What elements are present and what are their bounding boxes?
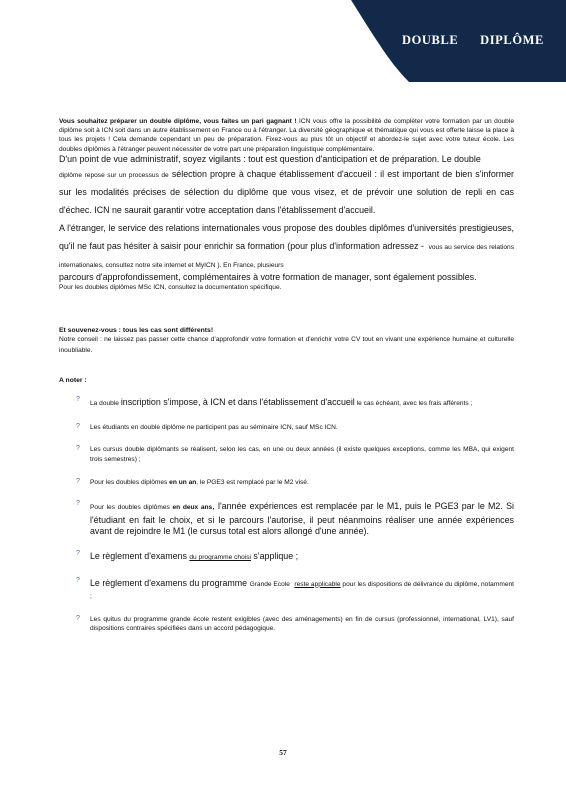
- main-content: [59, 117, 514, 647]
- note-text-emphasis: inscription s'impose, à ICN et dans l'établissement d'accueil: [120, 397, 355, 408]
- advice-text: : ne laissez pas passer cette chance d'approfondir votre formation et d'enrichir votre CV tout en vivant une expérience humaine et culturelle inoubliable.: [59, 336, 514, 355]
- note-text-part: Pour les doubles diplômes: [90, 504, 173, 512]
- note-text-part: , l'année expériences est remplacée par le M1, puis le PGE3 par le M2. Si l'étudiant en fait le choix, et si le parcours l'autorise, il peut néanmoins réaliser une année expériences avant de rejoindre le M1 (le cursus total est alors allongé d'une année).: [90, 501, 515, 537]
- bullet-icon: ?: [76, 422, 80, 430]
- note-text: Les cursus double diplômants se réalisent, selon les cas, en une ou deux années (il existe quelques exceptions, comme les MBA, qui exigent trois semestres) ;: [90, 446, 514, 463]
- list-item: [59, 550, 514, 564]
- selection-text-large: sélection propre à chaque établissement d'accueil : il est important de bien s'informer sur les modalités précises de sélection du diplôme que vous visez, et de prévoir une solution de repli en cas d'échec. ICN ne saurait garantir votre acceptation dans l'établissement d'accueil.: [59, 169, 514, 216]
- bullet-icon: ?: [76, 549, 80, 557]
- bullet-icon: ?: [76, 576, 80, 584]
- intro-paragraph-1: [59, 117, 514, 154]
- bullet-icon: ?: [76, 477, 80, 485]
- note-text-part: s'applique ;: [250, 550, 299, 561]
- note-text-part: le cas échéant, avec les frais afférents ;: [354, 400, 473, 408]
- note-text-part: Pour les doubles diplômes: [90, 478, 170, 486]
- note-text: [90, 478, 514, 488]
- note-text-part: , le PGE3 est remplacé par le M2 visé.: [196, 478, 309, 486]
- note-text-underlined: du programme choisi: [189, 553, 251, 561]
- note-text-part: Le règlement d'examens: [90, 550, 190, 561]
- bullet-icon: ?: [76, 396, 80, 404]
- advice-paragraph: [59, 334, 514, 356]
- selection-text-small: diplôme repose sur un processus de: [59, 172, 169, 180]
- note-text-part: Grande Ecole: [249, 580, 290, 588]
- msc-paragraph: Pour les doubles diplômes MSc ICN, consultez la documentation spécifique.: [59, 284, 282, 291]
- note-text-part: La double: [90, 400, 121, 408]
- note-text: [90, 577, 514, 602]
- list-item: [59, 500, 514, 537]
- list-item: [59, 396, 514, 410]
- note-text-emphasis: en deux ans: [172, 504, 213, 512]
- note-text: Les quitus du programme grande école restent exigibles (avec des aménagements) en fin de cursus (professionnel, international, LV1), sauf dispositions contraires spécifiées dans un accord pédagogique.: [90, 615, 514, 633]
- list-item: [59, 577, 514, 602]
- notes-list: [59, 396, 514, 634]
- abroad-paragraph: [59, 218, 514, 272]
- advice-label: Notre conseil: [59, 336, 98, 344]
- header-banner: [351, 0, 566, 82]
- selection-paragraph: [59, 164, 514, 218]
- note-text: [90, 550, 514, 564]
- intro-lead: Vous souhaitez préparer un double diplôme, vous faites un pari gagnant !: [59, 118, 297, 125]
- abroad-text-small: vous au service des relations internationales, consultez notre site internet et MyICN ). En France, plusieurs: [59, 244, 514, 270]
- bullet-icon: ?: [76, 614, 80, 622]
- page-number: 57: [279, 748, 287, 757]
- list-item: [59, 445, 514, 464]
- list-item: [59, 615, 514, 634]
- bullet-icon: ?: [76, 500, 80, 508]
- intro-section: [59, 117, 514, 292]
- bullet-icon: ?: [76, 445, 80, 453]
- admin-paragraph: D'un point de vue administratif, soyez vigilants : tout est question d'anticipation et de préparation. Le double: [59, 153, 481, 164]
- note-text: [90, 396, 514, 410]
- section-title: Et souvenez-vous : tous les cas sont différents!: [59, 327, 214, 335]
- france-paragraph: parcours d'approfondissement, complémentaires à votre formation de manager, sont également possibles.: [59, 272, 477, 283]
- notes-heading: A noter :: [59, 377, 87, 385]
- note-text: Les étudiants en double diplôme ne participent pas au séminaire ICN, sauf MSc ICN.: [90, 423, 338, 431]
- list-item: [59, 423, 514, 433]
- intro-text: ICN vous offre la possibilité de compléter votre formation par un double diplôme soit à ICN soit dans un autre établissement en France ou à l'étranger. La diversité géographique et thématique qui vous est offerte laisse la place à tous les projets ! Cela demande cependant un peu de préparation. Fixez-vous au plus tôt un objectif et abordez-le sujet avec votre tuteur école. Les doubles diplômes à l'étranger peuvent nécessiter de votre part une préparation linguistique complémentaire.: [59, 118, 514, 153]
- note-text-part: Le règlement d'examens du programme: [90, 577, 250, 588]
- note-text: [90, 500, 514, 537]
- note-text-part: pour les dispositions de délivrance du diplôme, notamment ;: [90, 580, 514, 601]
- note-text-emphasis: en un an: [169, 478, 197, 486]
- page-title: DOUBLE DIPLÔME: [401, 33, 544, 47]
- list-item: [59, 478, 514, 488]
- abroad-text-large: A l'étranger, le service des relations internationales vous propose des doubles diplômes d'universités prestigieuses, qu'il ne faut pas hésiter à saisir pour enrichir sa formation (pour plus d'information adressez -: [59, 223, 514, 252]
- note-text-underlined: reste applicable: [294, 580, 341, 588]
